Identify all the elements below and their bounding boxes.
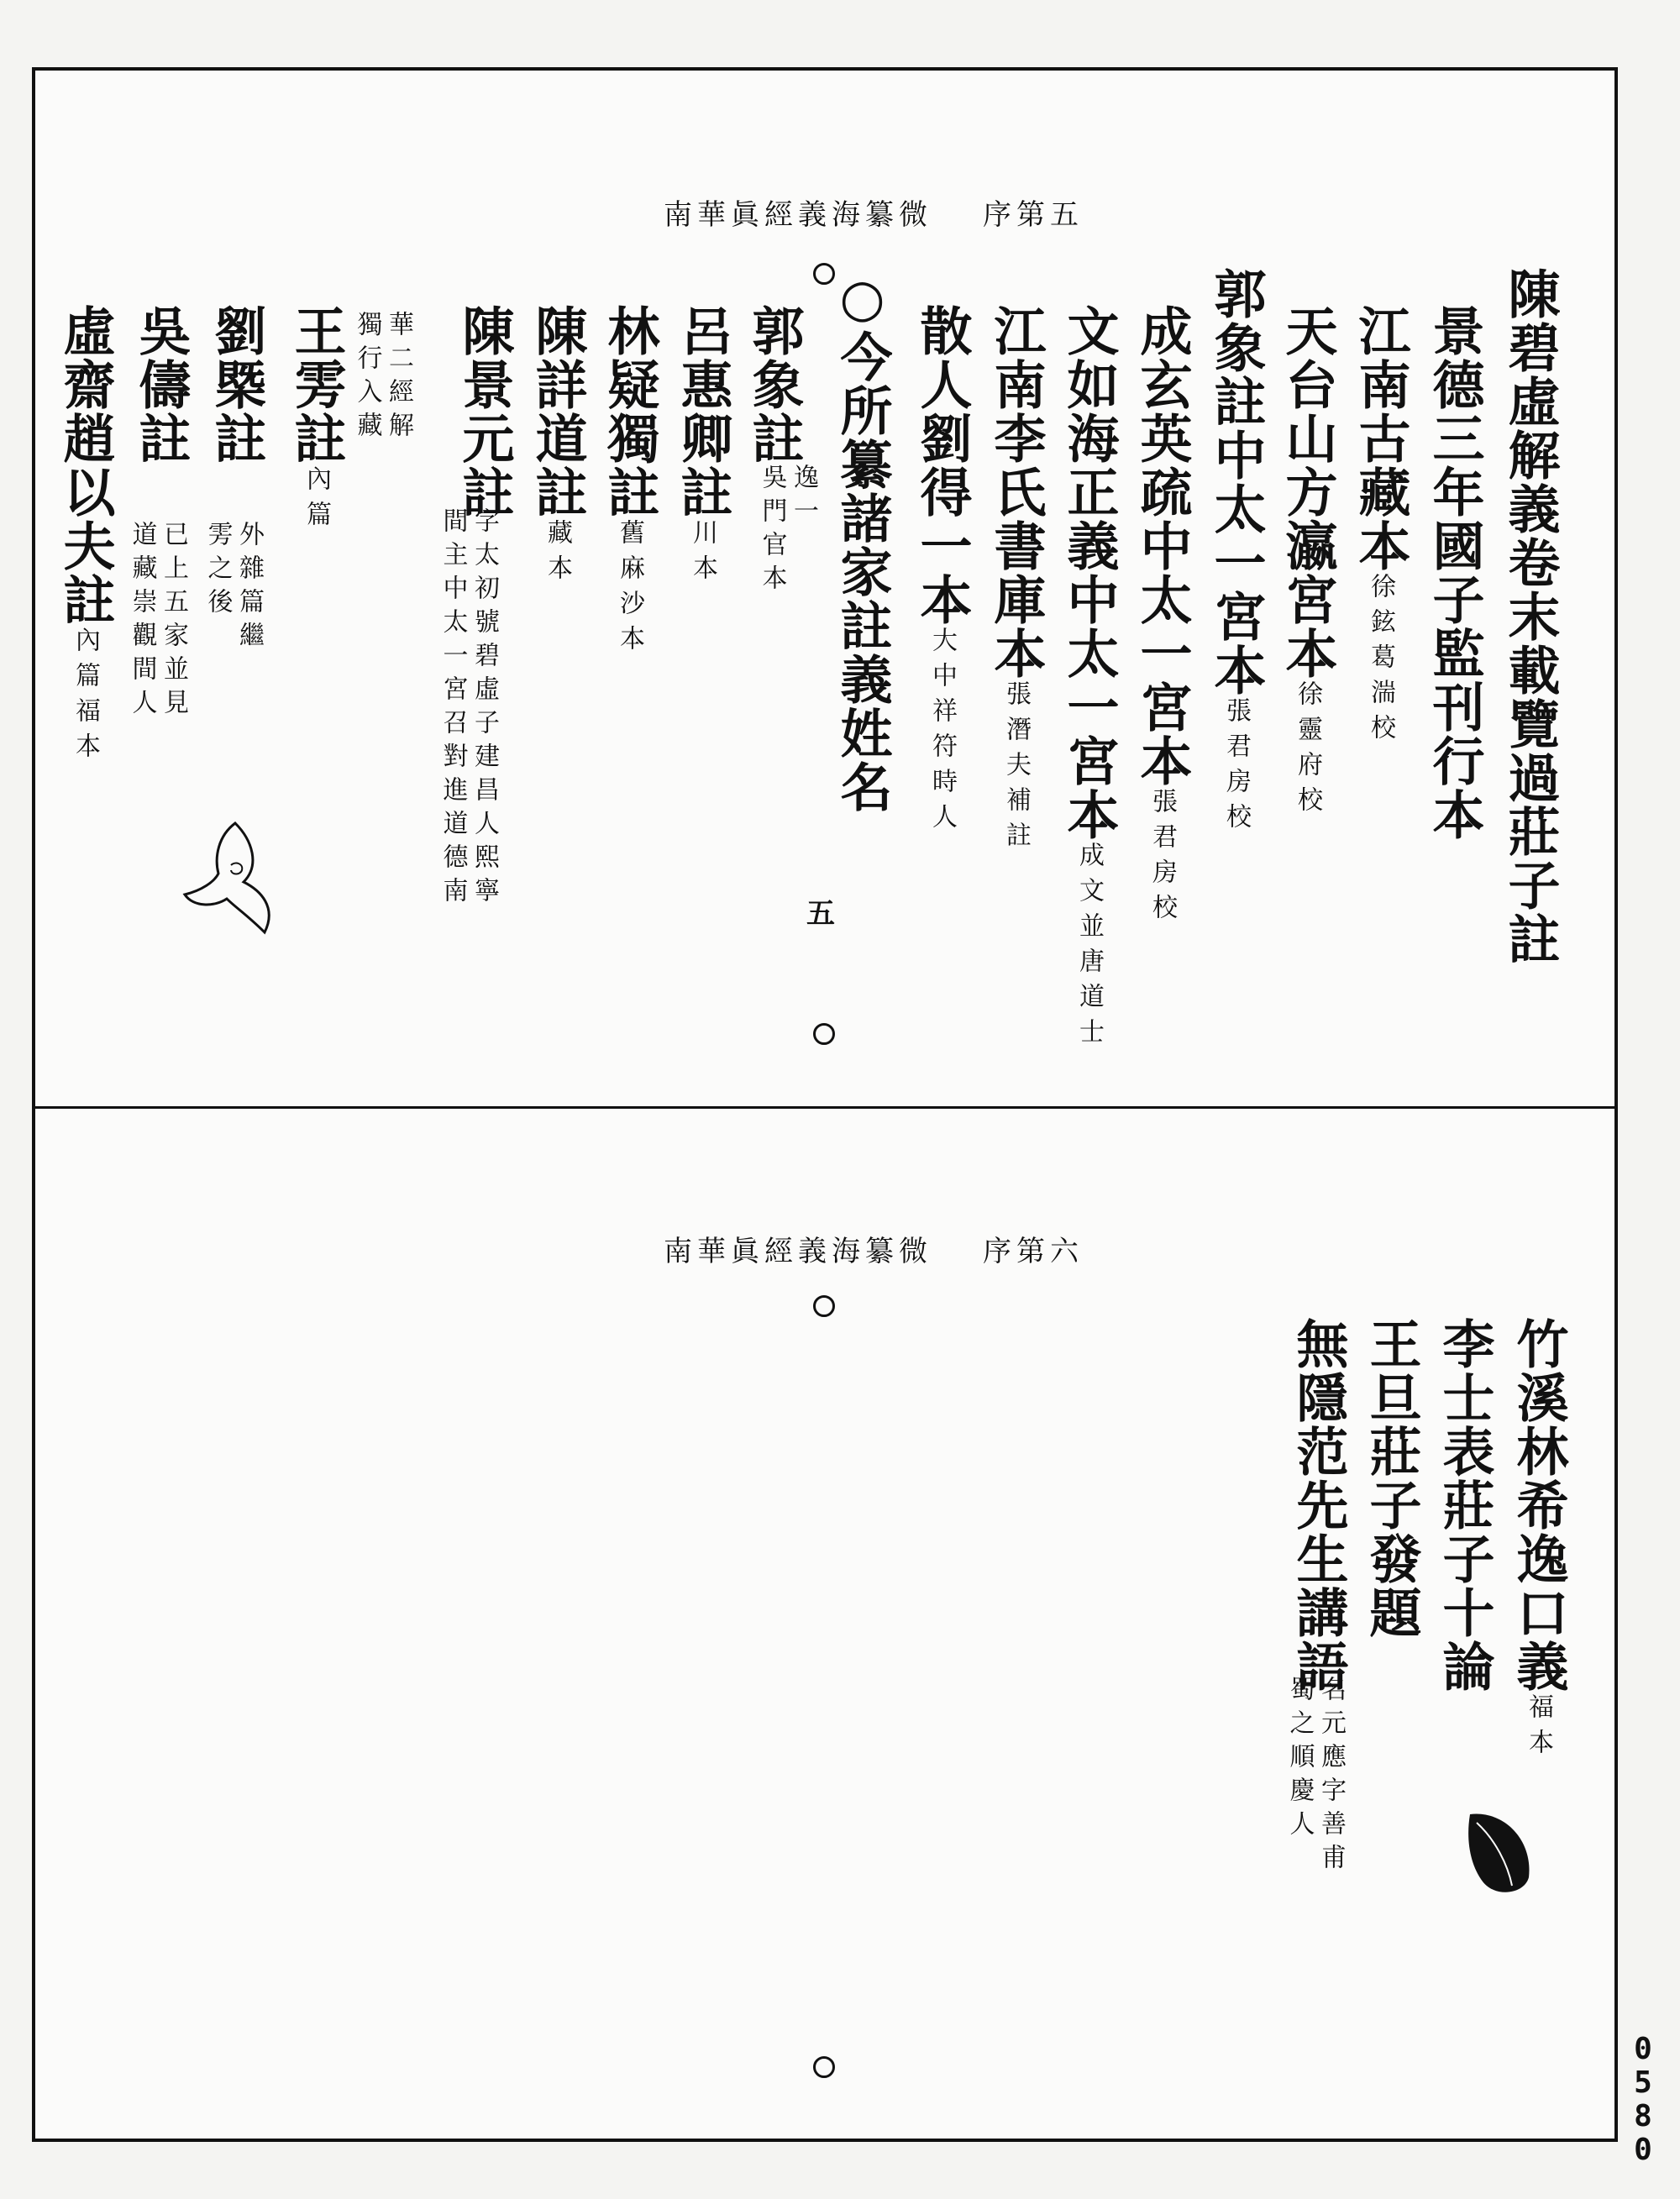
col-main-text: 郭象註中太一宮本 (1205, 267, 1267, 697)
upper-col-13 (599, 304, 660, 660)
note-line: 名元應字善甫 (1316, 1676, 1346, 1877)
upper-col-18-note (202, 521, 265, 655)
upper-col-7 (1058, 304, 1120, 1053)
col-main-text: 無隱范先生講語 (1288, 1317, 1349, 1693)
lower-header-section: 序第六 (983, 1235, 1084, 1268)
note-line: 字太初號碧虛子建昌人熙寧 (470, 507, 499, 911)
col-note-text: 張潛夫補註 (1001, 680, 1031, 857)
col-main-text: 王雱註 (286, 304, 347, 465)
note-line: 間主中太一宮召對進道德南 (438, 507, 468, 911)
lower-header (664, 1228, 1084, 1269)
col-main-text: 竹溪林希逸口義 (1508, 1317, 1569, 1693)
col-main-text: 散人劉得一本 (911, 304, 973, 627)
upper-col-15-note (437, 507, 500, 911)
folio-digit: 0 (1634, 2133, 1652, 2167)
upper-page-mark: 五 (806, 897, 835, 931)
upper-col-1 (1499, 267, 1561, 966)
note-line: 雱之後 (202, 521, 233, 622)
upper-col-11-note (756, 464, 819, 598)
folio-digit: 8 (1634, 2099, 1652, 2133)
col-main-text: ○今所纂諸家註義姓名 (832, 267, 893, 814)
col-main-text: 陳詳道註 (527, 304, 588, 519)
leaf-ornament-icon (1462, 1806, 1537, 1898)
upper-col-16-note (351, 311, 414, 445)
upper-col-15 (454, 304, 515, 519)
col-note-text: 藏本 (543, 519, 572, 590)
upper-col-14 (527, 304, 588, 590)
col-main-text: 陳景元註 (454, 304, 515, 519)
col-note-text: 舊麻沙本 (615, 519, 644, 660)
note-line: 獨行入藏 (352, 311, 382, 445)
col-main-text: 劉槩註 (206, 304, 267, 465)
binding-hole (813, 2056, 835, 2078)
upper-header (664, 192, 1084, 233)
upper-header-section: 序第五 (983, 198, 1084, 232)
note-line: 已上五家並見 (159, 521, 188, 722)
col-note-text: 張君房校 (1221, 697, 1251, 838)
upper-col-12 (672, 304, 733, 590)
note-line: 外雜篇繼 (234, 521, 264, 655)
lower-col-4 (1288, 1317, 1349, 1693)
folio-number (1626, 2033, 1660, 2167)
note-line: 道藏崇觀間人 (127, 521, 157, 722)
col-main-text: 江南古藏本 (1350, 304, 1411, 573)
col-note-text: 川本 (688, 519, 717, 590)
col-main-text: 文如海正義中太一宮本 (1058, 304, 1120, 842)
lower-col-1 (1508, 1317, 1569, 1764)
col-note-text: 徐靈府校 (1293, 680, 1322, 821)
lower-col-4-note (1284, 1676, 1347, 1877)
binding-hole (813, 263, 835, 285)
note-line: 華二經解 (384, 311, 413, 445)
upper-col-4 (1277, 304, 1338, 821)
col-note-text: 徐鉉葛湍校 (1366, 573, 1395, 749)
col-main-text: 虛齋趙以夫註 (55, 304, 116, 627)
lower-col-2 (1434, 1317, 1495, 1693)
col-main-text: 天台山方瀛宮本 (1277, 304, 1338, 680)
col-note-text: 大中祥符時人 (927, 627, 957, 838)
upper-col-5 (1205, 267, 1267, 838)
folio-digit: 0 (1634, 2032, 1652, 2066)
cloud-ornament-icon (168, 815, 286, 949)
note-line: 蜀之順慶人 (1284, 1676, 1315, 1844)
upper-header-title: 南華眞經義海纂微 (664, 198, 932, 232)
binding-hole (813, 1023, 835, 1045)
note-line: 逸一 (789, 464, 818, 531)
col-main-text: 陳碧虛解義卷末載覽過莊子註 (1499, 267, 1561, 966)
col-main-text: 成玄英疏中太一宮本 (1131, 304, 1193, 788)
col-note-text: 福本 (1524, 1693, 1553, 1764)
col-main-text: 李士表莊子十論 (1434, 1317, 1495, 1693)
col-note-text: 張君房校 (1147, 788, 1177, 929)
col-main-text: 吳儔註 (130, 304, 192, 465)
col-main-text: 郭象註 (743, 304, 805, 465)
upper-col-2 (1424, 304, 1485, 842)
col-note-text: 成文並唐道士 (1074, 842, 1104, 1053)
upper-col-17 (286, 304, 347, 536)
binding-hole (813, 1295, 835, 1317)
upper-col-8 (985, 304, 1047, 857)
col-note-text: 內篇福本 (71, 627, 100, 768)
col-main-text: 呂惠卿註 (672, 304, 733, 519)
folio-digit: 5 (1634, 2065, 1652, 2100)
col-main-text: 王旦莊子發題 (1361, 1317, 1422, 1640)
lower-header-title: 南華眞經義海纂微 (664, 1235, 932, 1268)
col-note-text: 內篇 (302, 465, 331, 536)
upper-col-20 (55, 304, 116, 768)
col-main-text: 景德三年國子監刊行本 (1424, 304, 1485, 842)
upper-col-3 (1350, 304, 1411, 749)
upper-col-18 (206, 304, 267, 465)
upper-col-11 (743, 304, 805, 465)
half-divider (32, 1106, 1618, 1109)
upper-col-10 (832, 267, 893, 814)
col-main-text: 江南李氏書庫本 (985, 304, 1047, 680)
note-line: 吳門官本 (757, 464, 787, 598)
upper-col-9 (911, 304, 973, 838)
col-main-text: 林疑獨註 (599, 304, 660, 519)
upper-col-19 (130, 304, 192, 465)
upper-col-6 (1131, 304, 1193, 929)
upper-col-19-note (126, 521, 189, 722)
lower-col-3 (1361, 1317, 1422, 1640)
